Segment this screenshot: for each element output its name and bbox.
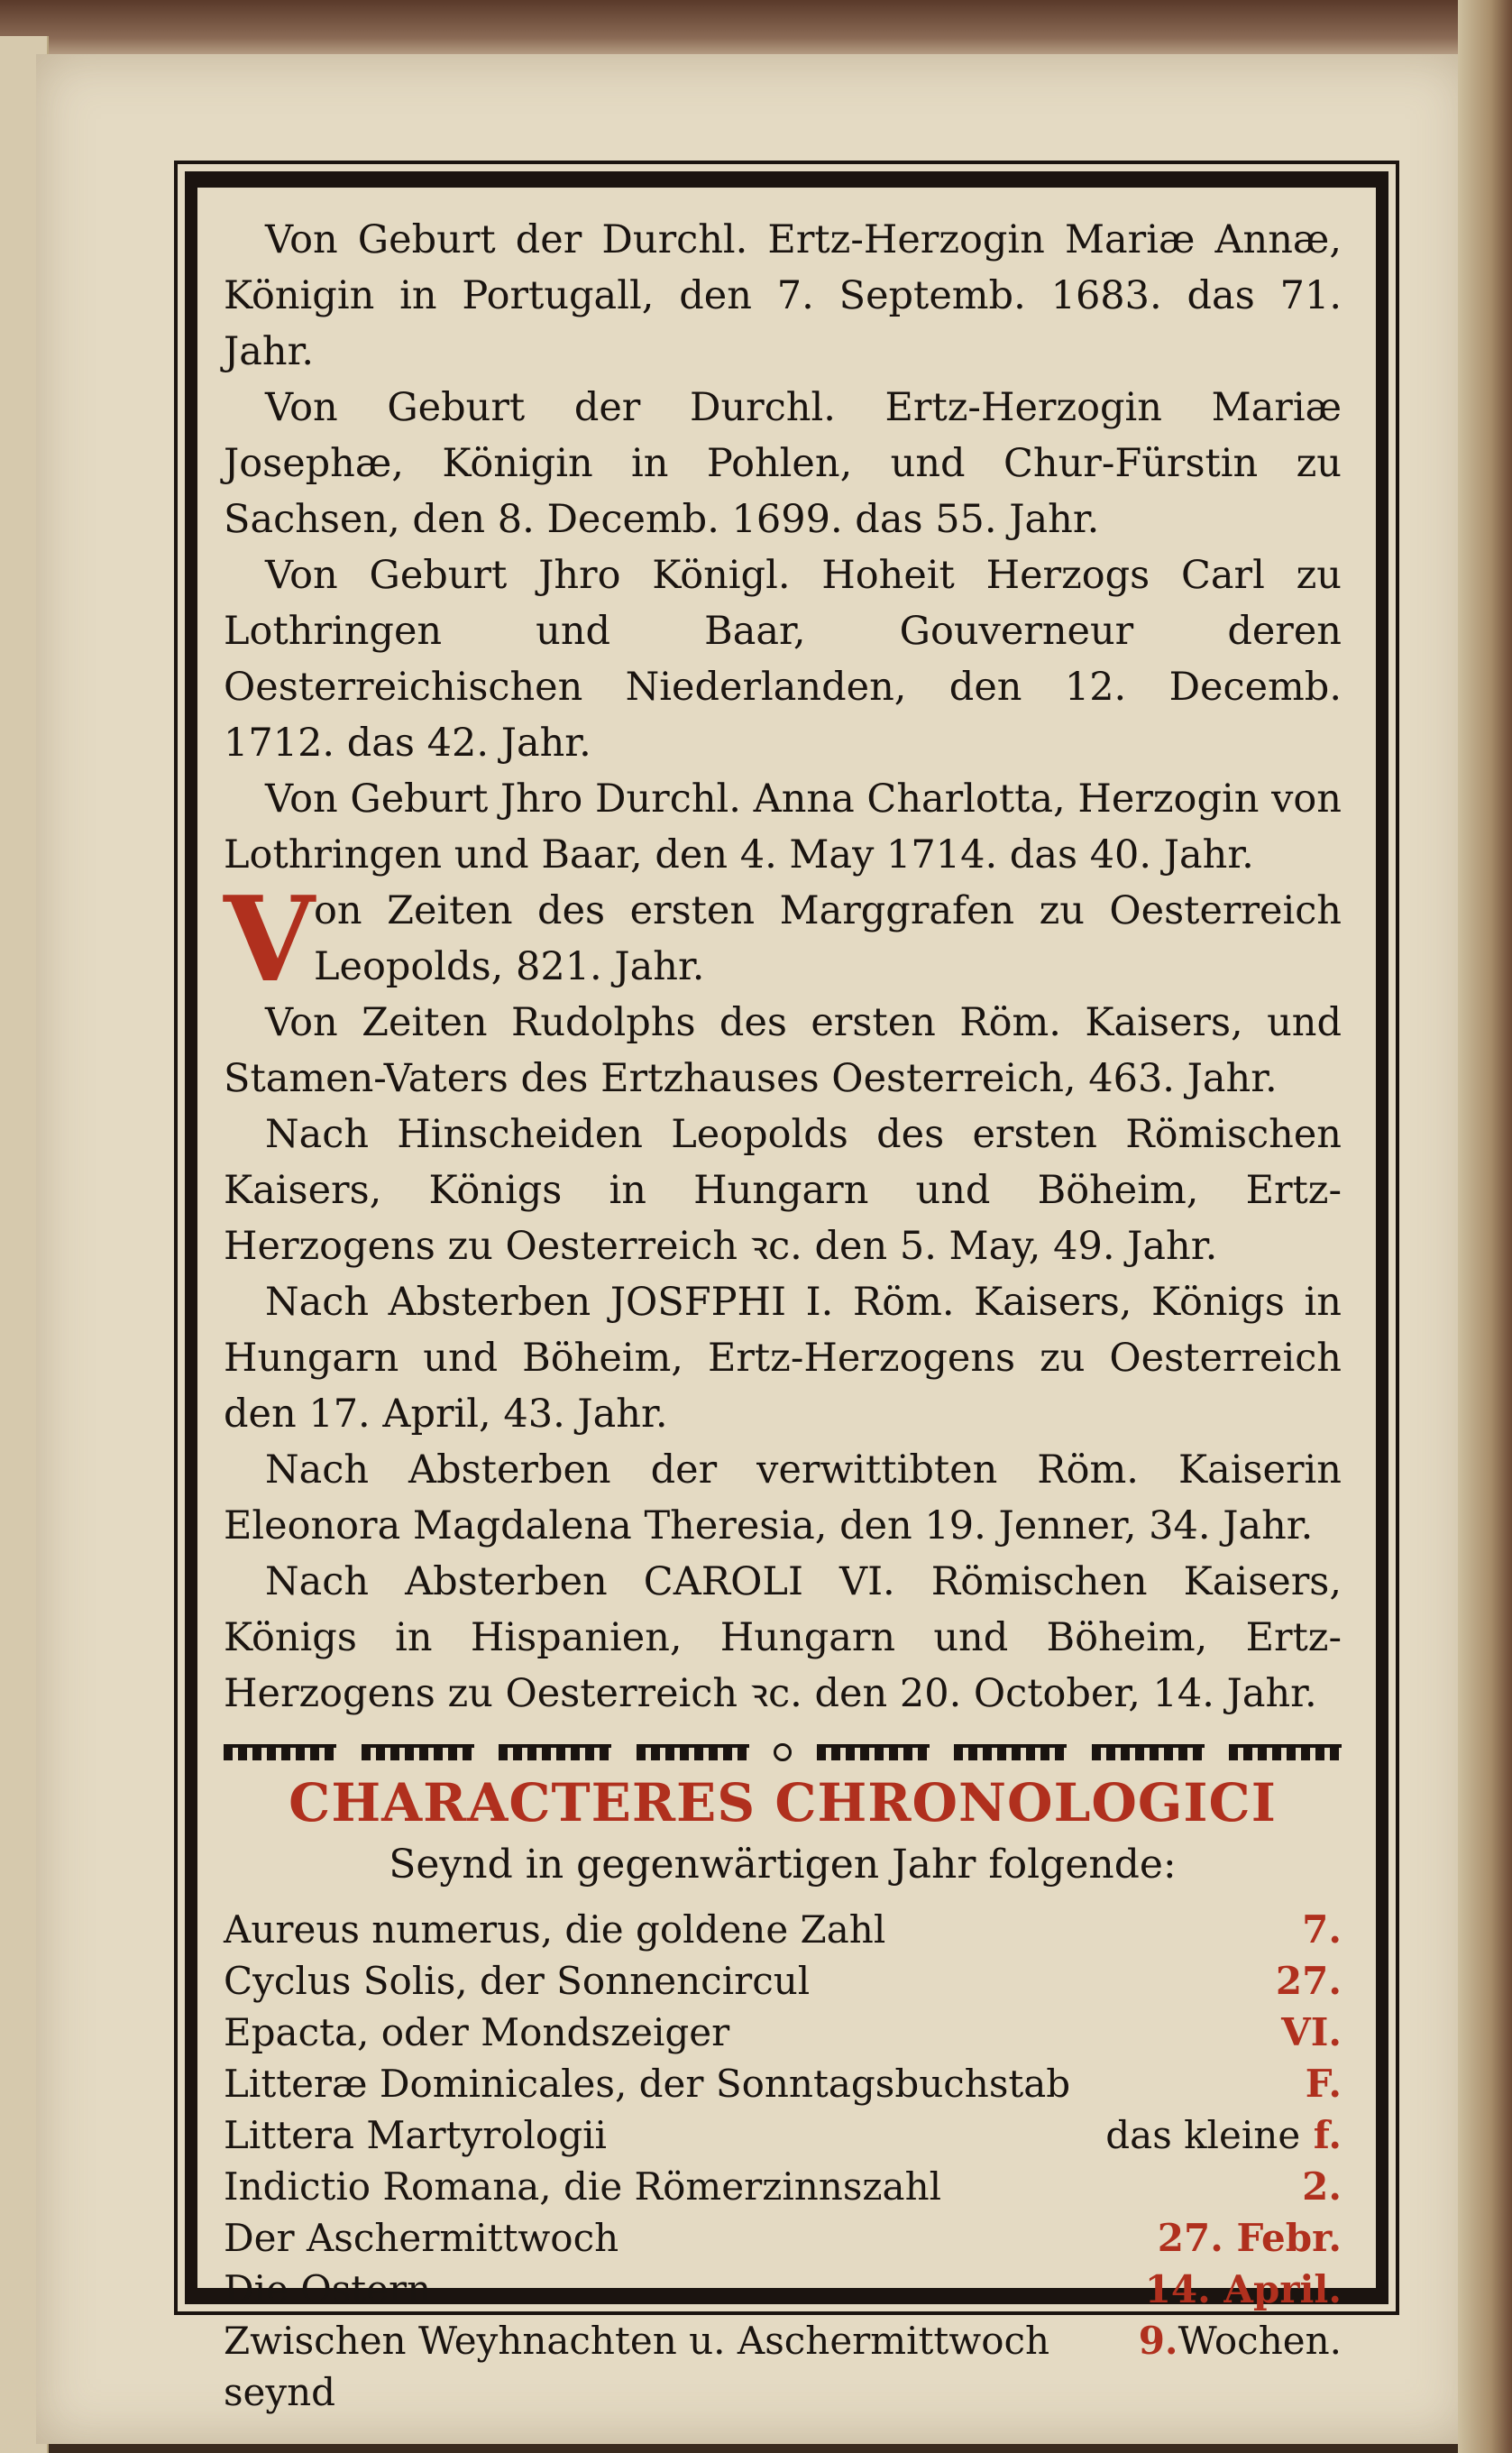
- row-value: 14. April.: [1144, 2267, 1342, 2311]
- dropcap-paragraph: [224, 870, 1342, 1008]
- row-value: 27.: [1275, 1959, 1342, 2003]
- paragraph: Von Geburt Jhro Königl. Hoheit Herzogs Carl zu Lothringen und Baar, Gouverneur deren Oesterreichischen Niederlanden, den 12. Decemb. 1712. das 42. Jahr.: [224, 553, 1342, 766]
- table-row: [224, 2161, 1342, 2212]
- table-row: [224, 2264, 1342, 2315]
- table-row: [224, 2315, 1342, 2414]
- row-label: Indictio Romana, die Römerzinnszahl: [224, 2164, 942, 2209]
- dropcap-text: on Zeiten des ersten Marggrafen zu Oesterreich Leopolds, 821. Jahr.: [314, 888, 1342, 989]
- paragraph: Nach Absterben JOSFPHI I. Röm. Kaisers, Königs in Hungarn und Böheim, Ertz-Herzogens zu Oesterreich den 17. April, 43. Jahr.: [224, 1280, 1342, 1437]
- row-prefix: das kleine: [1105, 2113, 1301, 2157]
- paragraph: Nach Hinscheiden Leopolds des ersten Römischen Kaisers, Königs in Hungarn und Böheim, Ertz-Herzogens zu Oesterreich ꝛc. den 5. May, 49. Jahr.: [224, 1112, 1342, 1269]
- ornament-divider: [224, 1741, 1342, 1763]
- chronological-table: [224, 1904, 1342, 2414]
- row-label: Die Ostern: [224, 2267, 432, 2311]
- row-value: 7.: [1302, 1907, 1342, 1952]
- table-row: [224, 2007, 1342, 2058]
- row-value: 9.Wochen.: [1138, 2319, 1342, 2363]
- row-label: Litteræ Dominicales, der Sonntagsbuchstab: [224, 2062, 1071, 2106]
- table-row: [224, 1955, 1342, 2007]
- page-content: [224, 212, 1342, 2414]
- paragraph: Nach Absterben der verwittibten Röm. Kaiserin Eleonora Magdalena Theresia, den 19. Jenner, 34. Jahr.: [224, 1447, 1342, 1548]
- row-label: Zwischen Weyhnachten u. Aschermittwoch seynd: [224, 2319, 1050, 2414]
- table-row: [224, 2212, 1342, 2264]
- section-heading: CHARACTERES CHRONOLOGICI: [289, 1772, 1277, 1833]
- row-label: Epacta, oder Mondszeiger: [224, 2010, 730, 2054]
- row-value: 27. Febr.: [1157, 2216, 1342, 2260]
- paragraph: Von Geburt der Durchl. Ertz-Herzogin Mariæ Annæ, Königin in Portugall, den 7. Septemb. 1683. das 71. Jahr.: [224, 217, 1342, 374]
- row-value: F.: [1305, 2062, 1342, 2106]
- row-value: das kleine f.: [1105, 2113, 1342, 2157]
- row-suffix: Wochen.: [1178, 2319, 1342, 2363]
- row-label: Littera Martyrologii: [224, 2113, 607, 2157]
- paragraph: Von Geburt der Durchl. Ertz-Herzogin Mariæ Josephæ, Königin in Pohlen, und Chur-Fürstin zu Sachsen, den 8. Decemb. 1699. das 55. Jahr.: [224, 385, 1342, 542]
- row-label: Cyclus Solis, der Sonnencircul: [224, 1959, 811, 2003]
- book-edge-right: [1458, 0, 1512, 2453]
- row-label: Aureus numerus, die goldene Zahl: [224, 1907, 886, 1952]
- row-label: Der Aschermittwoch: [224, 2216, 619, 2260]
- row-value: 2.: [1302, 2164, 1342, 2209]
- table-row: [224, 2058, 1342, 2109]
- table-row: [224, 1904, 1342, 1955]
- table-row: [224, 2109, 1342, 2161]
- section-subheading: Seynd in gegenwärtigen Jahr folgende:: [389, 1842, 1177, 1888]
- paragraph: Von Geburt Jhro Durchl. Anna Charlotta, Herzogin von Lothringen und Baar, den 4. May 1714. das 40. Jahr.: [224, 776, 1342, 877]
- dropcap-letter: V: [224, 870, 315, 1008]
- paragraph: Von Zeiten Rudolphs des ersten Röm. Kaisers, und Stamen-Vaters des Ertzhauses Oesterreich, 463. Jahr.: [224, 1000, 1342, 1101]
- paragraph: Nach Absterben CAROLI VI. Römischen Kaisers, Königs in Hispanien, Hungarn und Böheim, Ertz-Herzogens zu Oesterreich ꝛc. den 20. October, 14. Jahr.: [224, 1559, 1342, 1716]
- row-value: VI.: [1281, 2010, 1342, 2054]
